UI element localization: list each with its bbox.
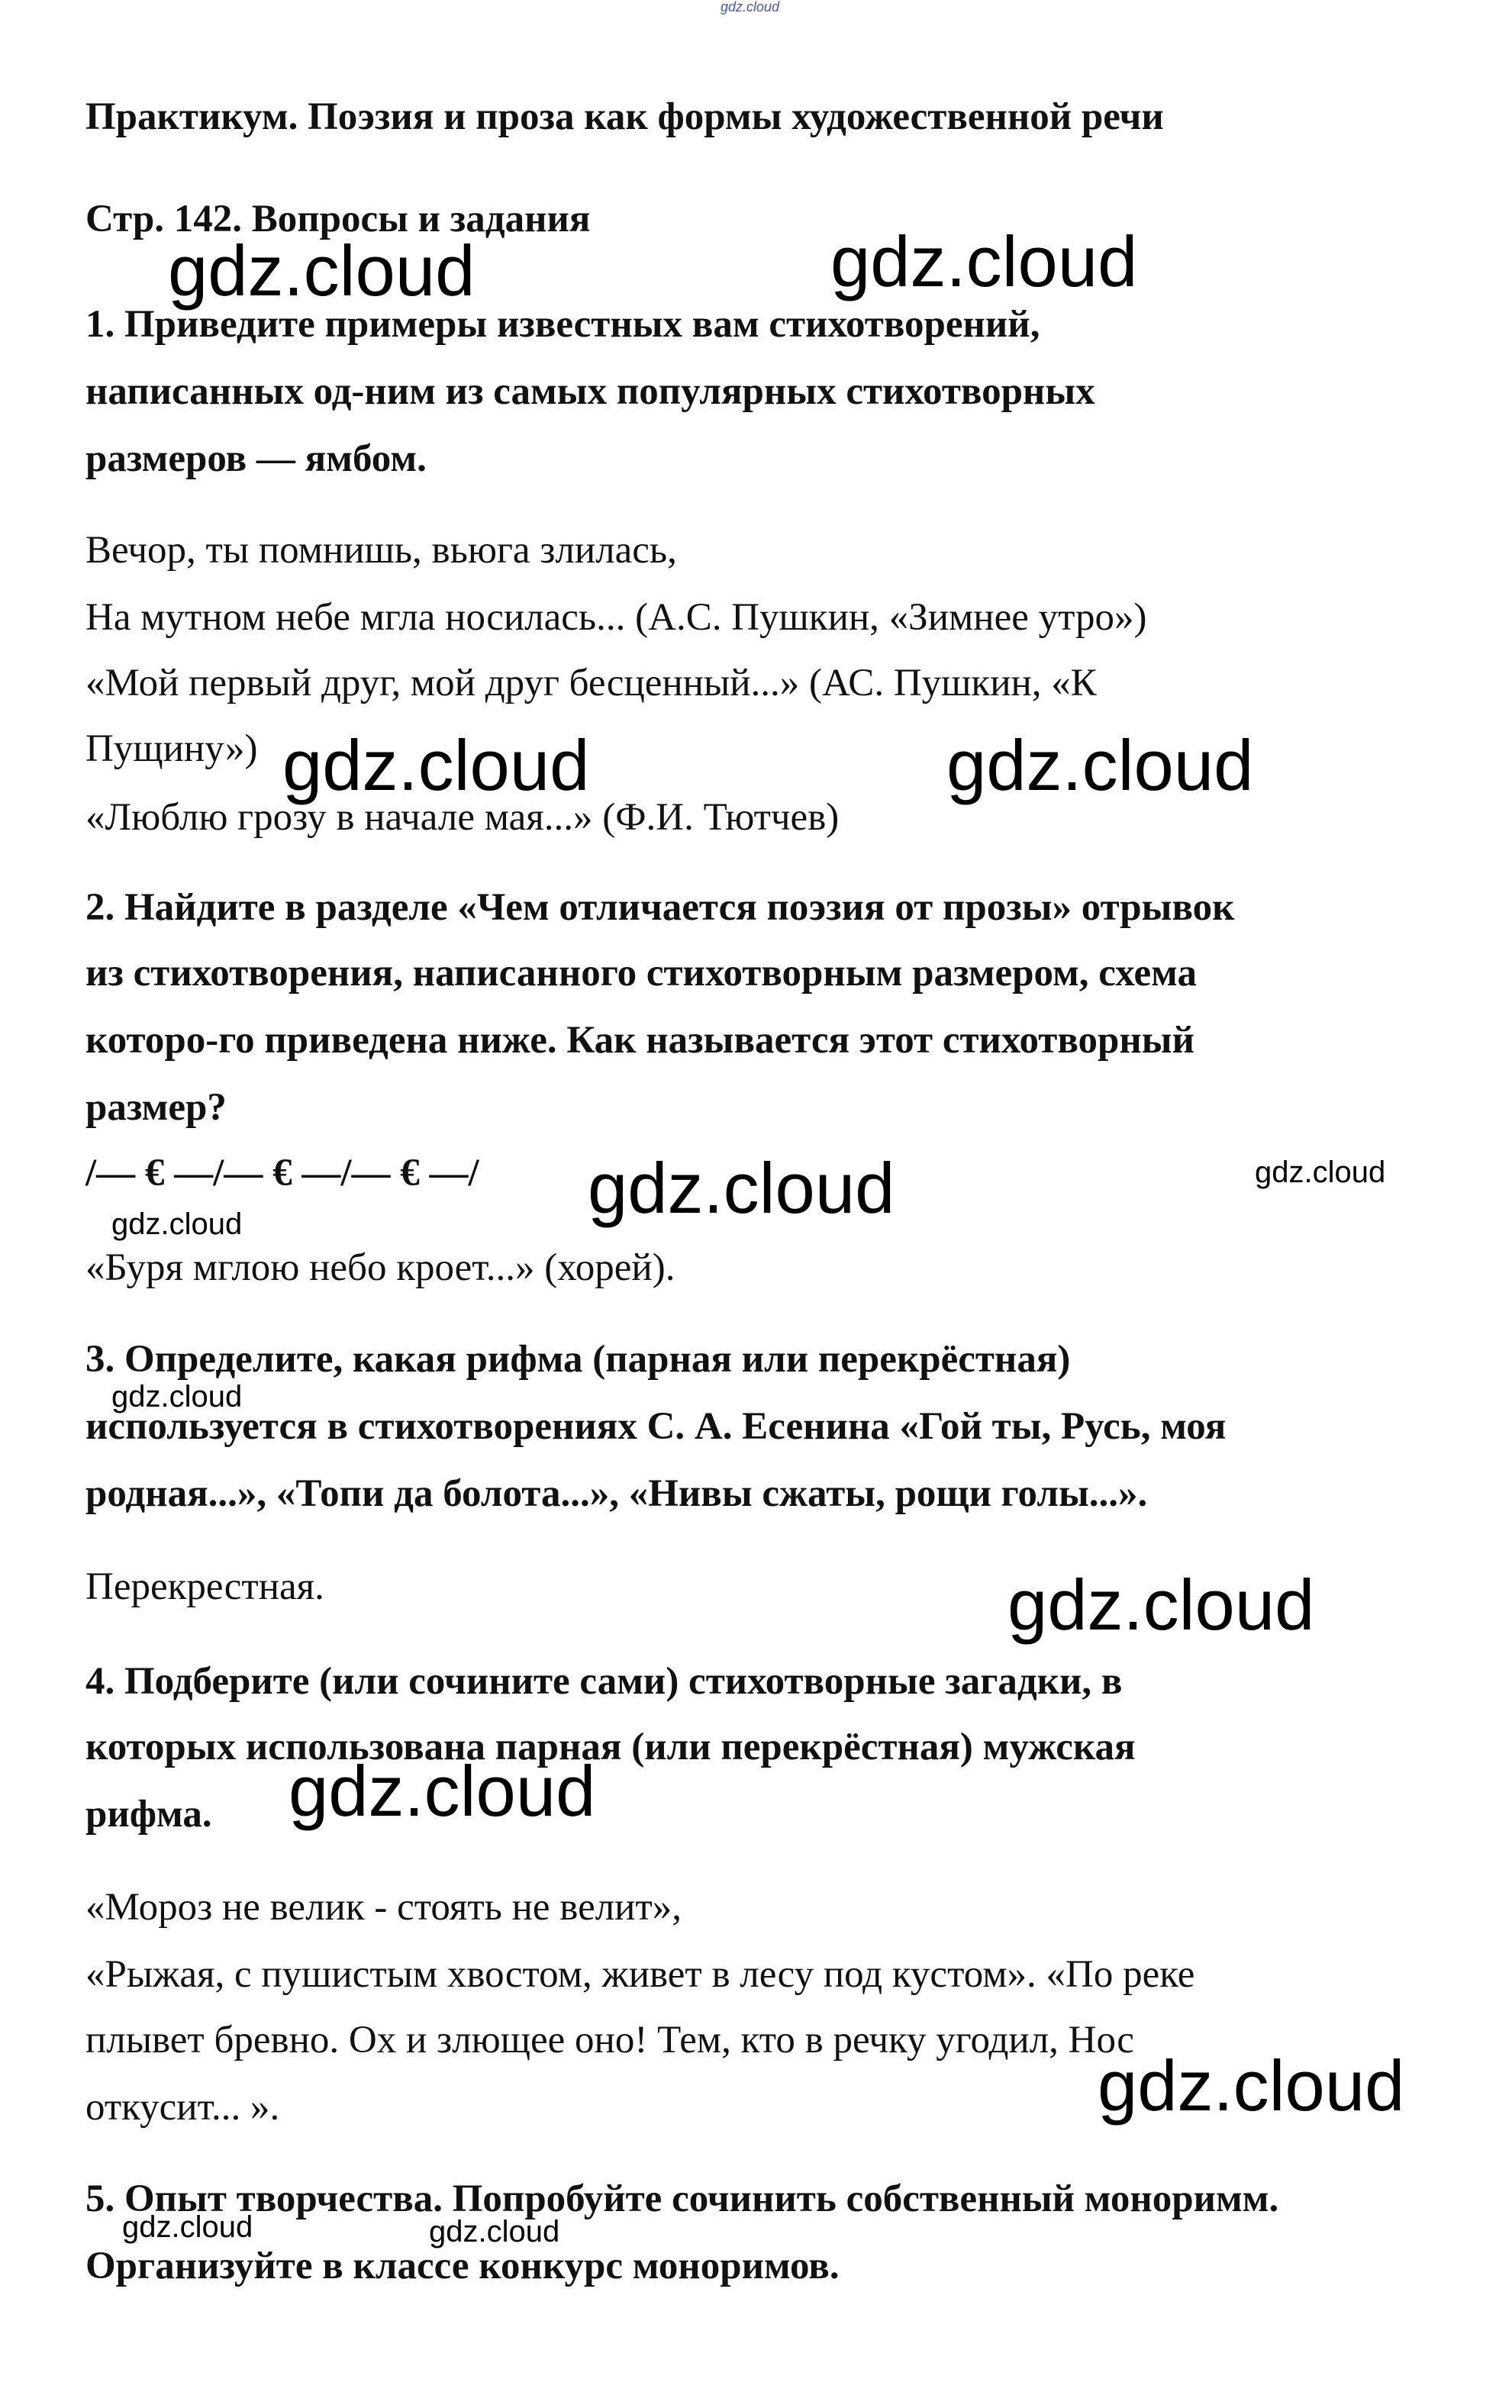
page-subtitle: Стр. 142. Вопросы и задания bbox=[85, 198, 591, 240]
answer-1-line-1: Вечор, ты помнишь, вьюга злилась, bbox=[85, 529, 677, 572]
watermark: gdz.cloud bbox=[282, 725, 590, 805]
watermark: gdz.cloud bbox=[946, 725, 1254, 805]
answer-4-line-2: «Рыжая, с пушистым хвостом, живет в лесу под кустом». «По реке bbox=[85, 1953, 1195, 1996]
question-2-line-4: размер? bbox=[85, 1086, 227, 1129]
page-title: Практикум. Поэзия и проза как формы художественной речи bbox=[85, 95, 1164, 138]
answer-2: «Буря мглою небо кроет...» (хорей). bbox=[85, 1246, 675, 1289]
question-4-line-3: рифма. bbox=[85, 1793, 212, 1836]
watermark: gdz.cloud bbox=[588, 1148, 895, 1228]
answer-4-line-3: плывет бревно. Ох и злющее оно! Тем, кто в речку угодил, Нос bbox=[85, 2019, 1134, 2061]
question-5-line-1: 5. Опыт творчества. Попробуйте сочинить собственный моноримм. bbox=[85, 2178, 1279, 2220]
watermark: gdz.cloud bbox=[1255, 1156, 1386, 1189]
watermark: gdz.cloud bbox=[111, 1380, 243, 1414]
meter-scheme: /— € —/— € —/— € —/ bbox=[85, 1152, 479, 1194]
watermark: gdz.cloud bbox=[168, 230, 476, 311]
watermark: gdz.cloud bbox=[830, 221, 1138, 301]
question-1-line-3: размеров — ямбом. bbox=[85, 437, 427, 480]
question-2-line-3: которо-го приведена ниже. Как называется этот стихотворный bbox=[85, 1019, 1195, 1062]
watermark: gdz.cloud bbox=[122, 2210, 253, 2244]
question-5-line-2: Организуйте в классе конкурс моноримов. bbox=[85, 2245, 840, 2287]
question-1-line-2: написанных од-ним из самых популярных стихотворных bbox=[85, 370, 1095, 413]
answer-1-line-2: На мутном небе мгла носилась... (А.С. Пушкин, «Зимнее утро») bbox=[85, 596, 1147, 639]
question-3-line-3: родная...», «Топи да болота...», «Нивы сжаты, рощи голы...». bbox=[85, 1472, 1148, 1515]
watermark: gdz.cloud bbox=[1098, 2045, 1405, 2126]
answer-4-line-1: «Мороз не велик - стоять не велит», bbox=[85, 1886, 682, 1929]
watermark: gdz.cloud bbox=[289, 1751, 596, 1831]
answer-3: Перекрестная. bbox=[85, 1565, 324, 1608]
question-4-line-1: 4. Подберите (или сочините сами) стихотворные загадки, в bbox=[85, 1660, 1123, 1703]
question-1-line-1: 1. Приведите примеры известных вам стихотворений, bbox=[85, 303, 1040, 346]
answer-1-line-4: Пущину») bbox=[85, 727, 258, 770]
question-3-line-1: 3. Определите, какая рифма (парная или перекрёстная) bbox=[85, 1338, 1071, 1381]
watermark: gdz.cloud bbox=[1007, 1565, 1315, 1645]
question-3-line-2: используется в стихотворениях С. А. Есенина «Гой ты, Русь, моя bbox=[85, 1405, 1227, 1448]
watermark: gdz.cloud bbox=[429, 2215, 560, 2248]
question-2-line-1: 2. Найдите в разделе «Чем отличается поэзия от прозы» отрывок bbox=[85, 886, 1235, 929]
answer-1-line-3: «Мой первый друг, мой друг бесценный...» (АС. Пушкин, «К bbox=[85, 662, 1097, 704]
answer-4-line-4: откусит... ». bbox=[85, 2086, 280, 2129]
question-2-line-2: из стихотворения, написанного стихотворным размером, схема bbox=[85, 952, 1197, 994]
watermark: gdz.cloud bbox=[111, 1207, 243, 1241]
answer-1-line-5: «Люблю грозу в начале мая...» (Ф.И. Тютчев) bbox=[85, 796, 840, 839]
question-4-line-2: которых использована парная (или перекрёстная) мужская bbox=[85, 1726, 1136, 1768]
header-watermark: gdz.cloud bbox=[721, 0, 780, 15]
